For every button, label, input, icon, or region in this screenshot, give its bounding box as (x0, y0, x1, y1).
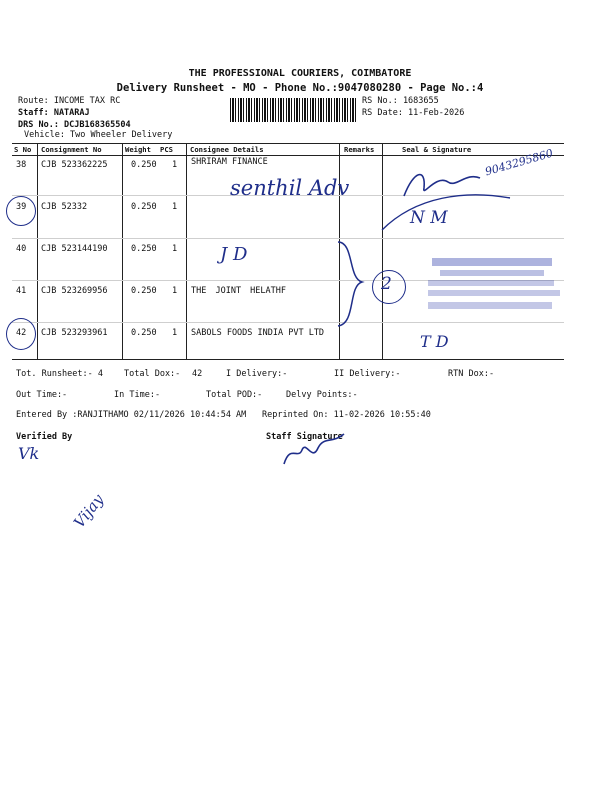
col-divider (382, 144, 383, 359)
total-runsheet: Tot. Runsheet:- 4 (16, 369, 103, 379)
row-38-weight: 0.250 (131, 160, 157, 170)
row-41-handwritten-mark: 2 (381, 274, 392, 294)
staff-label: Staff: NATARAJ (18, 108, 90, 118)
row-42-consignment: CJB 523293961 (41, 328, 108, 338)
row-41-consignee: THE JOINT HELATHF (191, 286, 286, 296)
rtn-dox-label: RTN Dox:- (448, 369, 495, 379)
verified-by-label: Verified By (16, 432, 73, 442)
row-38-handwritten-name: senthil Adv (230, 176, 350, 200)
total-pod-label: Total POD:- (206, 390, 263, 400)
row-39-s-no: 39 (16, 202, 27, 212)
row-42-handwritten-initials: T D (420, 332, 449, 351)
total-dox-label: Total Dox:- (124, 369, 181, 379)
delvy-points-label: Delvy Points:- (286, 390, 358, 400)
row-42-pcs: 1 (172, 328, 178, 338)
row-39-weight: 0.250 (131, 202, 157, 212)
staff-signature-scribble (278, 430, 348, 470)
in-time-label: In Time:- (114, 390, 161, 400)
row-42-weight: 0.250 (131, 328, 157, 338)
header-consignee: Consignee Details (190, 145, 264, 154)
row-divider (12, 322, 564, 323)
company-stamp (426, 258, 566, 320)
table-top-rule (12, 143, 564, 144)
row-39-handwritten-initials: N M (410, 208, 448, 228)
drs-number: DRS No.: DCJB168365504 (18, 120, 131, 130)
header-remarks: Remarks (344, 145, 375, 154)
row-40-s-no: 40 (16, 244, 27, 254)
row-38-pcs: 1 (172, 160, 178, 170)
row-42-circle-mark (6, 318, 36, 350)
row-38-s-no: 38 (16, 160, 27, 170)
table-bottom-rule (12, 359, 564, 360)
row-39-circle-mark (6, 196, 36, 226)
col-divider (37, 144, 38, 359)
row-38-consignee: SHRIRAM FINANCE (191, 157, 268, 167)
ii-delivery-label: II Delivery:- (334, 369, 401, 379)
side-handwritten-note: Vijay (70, 490, 108, 532)
bracket-mark (332, 238, 372, 330)
company-title: THE PROFESSIONAL COURIERS, COIMBATORE (188, 68, 412, 79)
row-38-handwritten-phone: 9043295860 (483, 146, 555, 179)
row-40-consignment: CJB 523144190 (41, 244, 108, 254)
row-40-weight: 0.250 (131, 244, 157, 254)
entered-by: Entered By :RANJITHAMO 02/11/2026 10:44:54 AM (16, 410, 247, 420)
row-38-consignment: CJB 523362225 (41, 160, 108, 170)
row-41-s-no: 41 (16, 286, 27, 296)
table-header-rule (12, 155, 564, 156)
header-s-no: S No (14, 145, 32, 154)
header-weight: Weight (125, 145, 151, 154)
header-seal: Seal & Signature (402, 145, 472, 154)
i-delivery-label: I Delivery:- (226, 369, 288, 379)
staff-signature-label: Staff Signature (266, 432, 343, 442)
row-41-pcs: 1 (172, 286, 178, 296)
route-label: Route: INCOME TAX RC (18, 96, 121, 106)
barcode (230, 98, 358, 122)
col-divider (122, 144, 123, 359)
row-42-s-no: 42 (16, 328, 27, 338)
rs-number: RS No.: 1683655 (362, 96, 439, 106)
rs-date: RS Date: 11-Feb-2026 (362, 108, 465, 118)
row-41-consignment: CJB 523269956 (41, 286, 108, 296)
row-40-handwritten-initials: J D (220, 244, 248, 265)
row-39-pcs: 1 (172, 202, 178, 212)
header-consignment: Consignment No (41, 145, 102, 154)
col-divider (186, 144, 187, 359)
row-42-consignee: SABOLS FOODS INDIA PVT LTD (191, 328, 325, 338)
out-time-label: Out Time:- (16, 390, 68, 400)
row-divider (12, 238, 564, 239)
header-pcs: PCS (160, 145, 173, 154)
row-41-weight: 0.250 (131, 286, 157, 296)
verified-by-mark: Vk (18, 444, 40, 463)
reprinted-on: Reprinted On: 11-02-2026 10:55:40 (262, 410, 431, 420)
row-40-pcs: 1 (172, 244, 178, 254)
vehicle-label: Vehicle: Two Wheeler Delivery (24, 130, 173, 140)
runsheet-subtitle: Delivery Runsheet - MO - Phone No.:9047080280 - Page No.:4 (116, 82, 484, 94)
total-dox-value: 42 (192, 369, 203, 379)
row-39-consignment: CJB 52332 (41, 202, 88, 212)
